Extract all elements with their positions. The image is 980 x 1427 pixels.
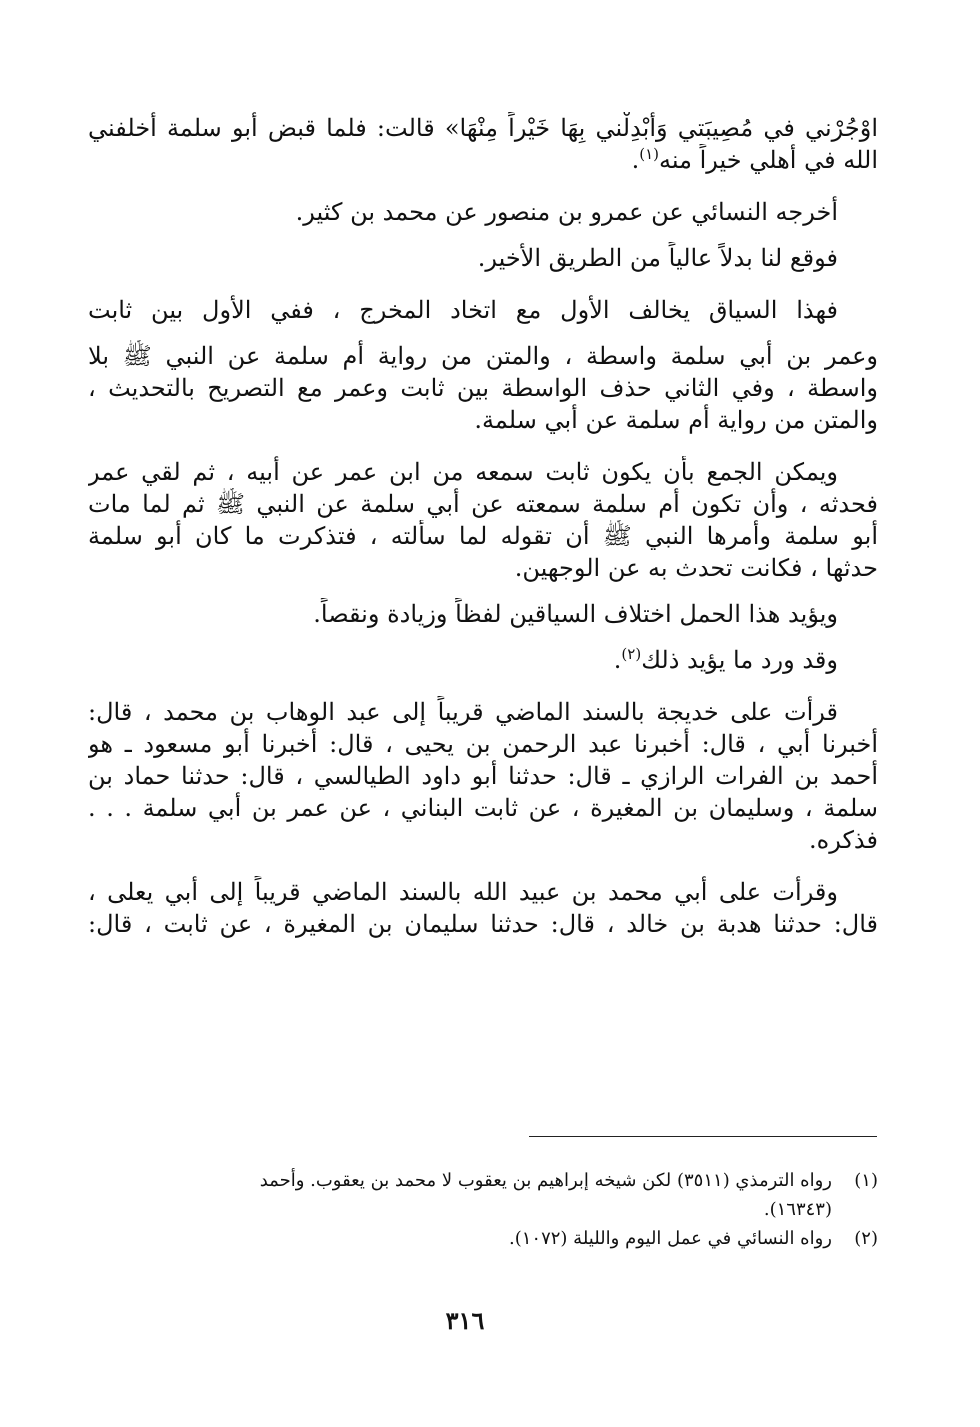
text-line: أخرجه النسائي عن عمرو بن منصور عن محمد بن كثير.	[295, 198, 838, 226]
footnote-text	[100, 1224, 832, 1253]
text-span: وقد ورد ما يؤيد ذلك	[641, 646, 838, 674]
footnote-item	[100, 1224, 878, 1253]
text-span: .	[613, 646, 622, 674]
text-line: فهذا السياق يخالف الأول مع اتخاد المخرج ، ففي الأول بين ثابت	[88, 296, 838, 324]
footnote-number: (٢)	[854, 1228, 878, 1249]
text-line: فوقع لنا بدلاً عالياً من الطريق الأخير.	[477, 244, 838, 272]
text-line: ويمكن الجمع بأن يكون ثابت سمعه من ابن عمر عن أبيه ، ثم لقي عمر	[88, 458, 838, 486]
footnote-item	[100, 1166, 878, 1224]
text-line: سلمة ، وسليمان بن المغيرة ، عن ثابت البناني ، عن عمر بن أبي سلمة . . .	[88, 794, 878, 822]
text-line: فحدثه ، وأن تكون أم سلمة سمعته عن أبي سلمة عن النبي ﷺ ثم لما مات	[88, 490, 878, 518]
text-line: فذكره.	[809, 826, 878, 854]
text-line: حدثها ، فكانت تحدث به عن الوجهين.	[514, 554, 878, 582]
text-line: وعمر بن أبي سلمة واسطة ، والمتن من رواية أم سلمة عن النبي ﷺ بلا	[88, 342, 878, 370]
text-line: والمتن من رواية أم سلمة عن أبي سلمة.	[474, 406, 878, 434]
text-line: أخبرنا أبي ، قال: أخبرنا عبد الرحمن بن يحيى ، قال: أخبرنا أبو مسعود ـ هو	[88, 730, 878, 758]
footnote-number: (١)	[854, 1170, 878, 1191]
text-line: واسطة ، وفي الثاني حذف الواسطة بين ثابت وعمر مع التصريح بالتحديث ،	[88, 374, 878, 402]
text-line: أبو سلمة وأمرها النبي ﷺ أن تقوله لما سألته ، فتذكرت ما كان أبو سلمة	[88, 522, 878, 550]
footnote-ref[interactable]: (٢)	[621, 645, 642, 663]
text-span: الله في أهلي خيراً منه	[658, 146, 878, 174]
text-line: قال: حدثنا هدبة بن خالد ، قال: حدثنا سليمان بن المغيرة ، عن ثابت ، قال:	[88, 910, 878, 938]
text-line: وقرأت على أبي محمد بن عبيد الله بالسند الماضي قريباً إلى أبي يعلى ،	[88, 878, 838, 906]
text-line	[88, 644, 878, 676]
footnote-line: رواه النسائي في عمل اليوم والليلة (١٠٧٢).	[509, 1228, 832, 1249]
page-number: ٣١٦	[445, 1306, 485, 1335]
footnote-divider	[529, 1136, 877, 1137]
footnote-line: (١٦٣٤٣).	[763, 1199, 832, 1220]
text-line: اوْجُرْني في مُصِيبَتي وَأبْدِلْني بِهَا خَيْراً مِنْهَا» قالت: فلما قبض أبو سلمة أخلفني	[88, 114, 878, 142]
footnote-line: رواه الترمذي (٣٥١١) لكن شيخه إبراهيم بن يعقوب لا محمد بن يعقوب. وأحمد	[259, 1170, 832, 1191]
text-span: .	[631, 146, 640, 174]
footnote-ref[interactable]: (١)	[639, 145, 659, 163]
text-line: أحمد بن الفرات الرازي ـ قال: حدثنا أبو داود الطيالسي ، قال: حدثنا حماد بن	[88, 762, 878, 790]
footnote-text	[100, 1166, 832, 1224]
main-text	[88, 112, 878, 940]
text-line: ويؤيد هذا الحمل اختلاف السياقين لفظاً وزيادة ونقصاً.	[313, 600, 838, 628]
text-line	[88, 144, 878, 176]
footnotes	[100, 1166, 878, 1253]
text-line: قرأت على خديجة بالسند الماضي قريباً إلى عبد الوهاب بن محمد ، قال:	[88, 698, 838, 726]
